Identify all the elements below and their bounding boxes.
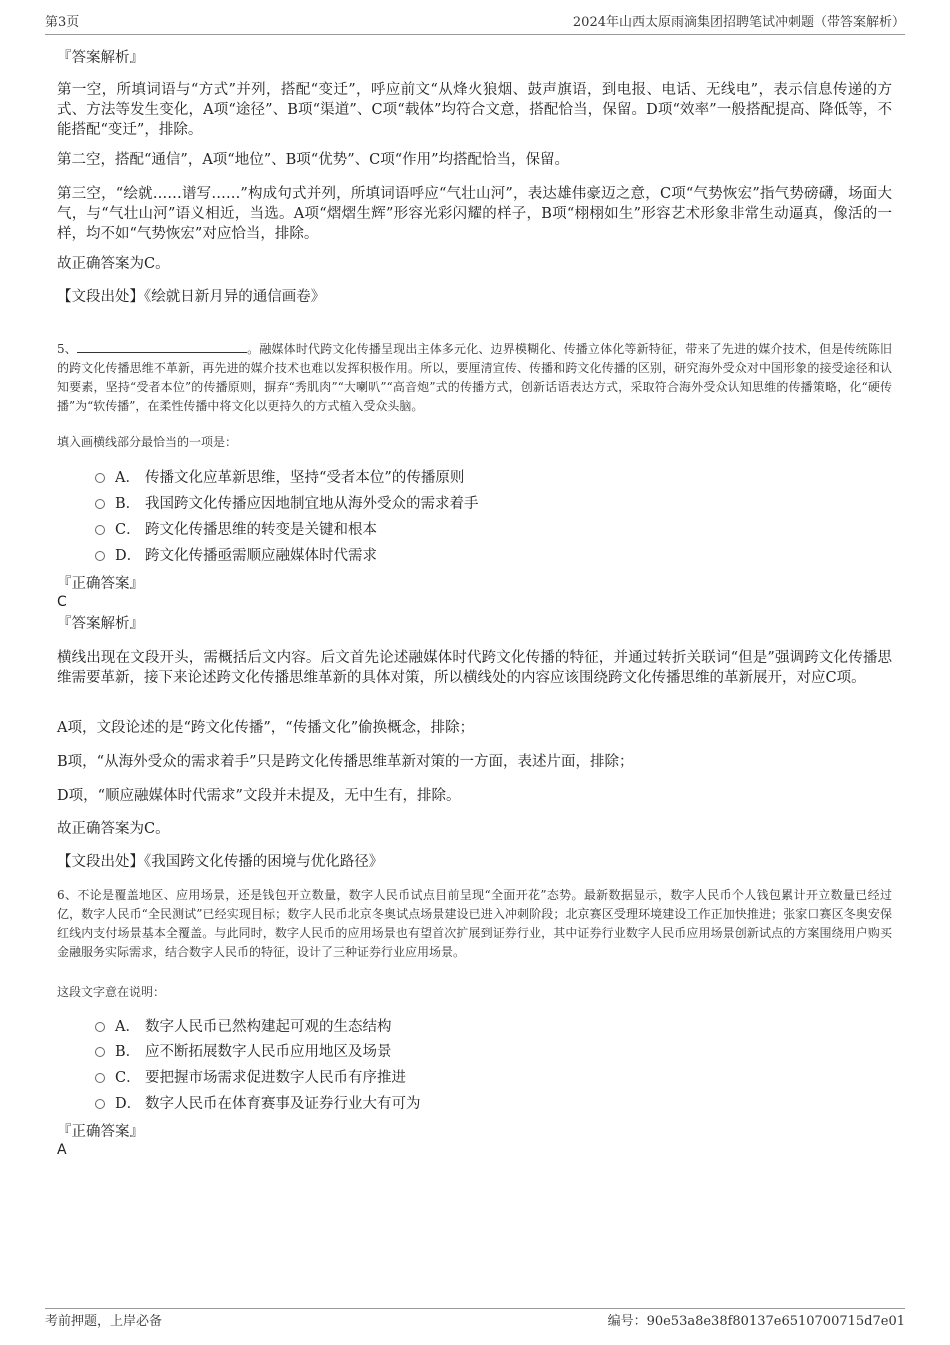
q5-option-b[interactable]: B． 我国跨文化传播应因地制宜地从海外受众的需求着手: [95, 494, 479, 514]
q5-analysis-para4: D项，“顺应融媒体时代需求”文段并未提及，无中生有，排除。: [57, 788, 461, 804]
q6-option-c[interactable]: C． 要把握市场需求促进数字人民币有序推进: [95, 1068, 406, 1088]
radio-icon[interactable]: [95, 1047, 105, 1057]
radio-icon[interactable]: [95, 473, 105, 483]
q5-answer: C: [57, 594, 67, 610]
q6-answer: A: [57, 1142, 67, 1158]
q5-answer-label: 『正确答案』: [57, 576, 144, 592]
q6-answer-label: 『正确答案』: [57, 1124, 144, 1140]
page-footer: [45, 1308, 905, 1329]
q6-option-b[interactable]: B． 应不断拓展数字人民币应用地区及场景: [95, 1042, 392, 1062]
q5-passage: 。融媒体时代跨文化传播呈现出主体多元化、边界模糊化、传播立体化等新特征，带来了先进的媒介技术，但是传统陈旧的跨文化传播思维不革新，再先进的媒介技术也难以发挥积极作用。所以，要厘清宣传、传播和跨文化传播的区别，研究海外受众对中国形象的接受途径和认知要素，坚持“受者本位”的传播原则，摒弃“秀肌肉”“大喇叭”“高音炮”式的传播方式，创新话语表达方式，采取符合海外受众认知思维的传播策略，化“硬传播”为“软传播”，在柔性传播中将文化以更持久的方式植入受众头脑。: [57, 342, 892, 413]
q5-question-text: [57, 340, 892, 416]
page-header: [45, 14, 905, 35]
q5-option-d[interactable]: D． 跨文化传播亟需顺应融媒体时代需求: [95, 546, 377, 566]
radio-icon[interactable]: [95, 551, 105, 561]
radio-icon[interactable]: [95, 499, 105, 509]
radio-icon[interactable]: [95, 525, 105, 535]
q5-analysis-para3: B项，“从海外受众的需求着手”只是跨文化传播思维革新对策的一方面，表述片面，排除；: [57, 754, 634, 770]
q6-question-text: 6、不论是覆盖地区、应用场景，还是钱包开立数量，数字人民币试点目前呈现“全面开花”态势。最新数据显示，数字人民币个人钱包累计开立数量已经过亿，数字人民币“全民测试”已经实现目标；数字人民币北京冬奥试点场景建设已进入冲刺阶段；北京赛区受理环境建设工作正加快推进；张家口赛区冬奥安保红线内支付场景基本全覆盖。与此同时，数字人民币的应用场景也有望首次扩展到证券行业，其中证券行业数字人民币应用场景创新试点的方案围绕用户购买金融服务实际需求，结合数字人民币的特征，设计了三种证券行业应用场景。: [57, 888, 892, 959]
q5-conclusion: 故正确答案为C。: [57, 821, 170, 837]
radio-icon[interactable]: [95, 1022, 105, 1032]
footer-slogan: 考前押题，上岸必备: [45, 1314, 163, 1329]
q5-prompt: 填入画横线部分最恰当的一项是：: [57, 435, 238, 449]
q5-option-a[interactable]: A． 传播文化应革新思维，坚持“受者本位”的传播原则: [95, 468, 464, 488]
q4-analysis-label: 『答案解析』: [57, 50, 144, 66]
q6-option-a[interactable]: A． 数字人民币已然构建起可观的生态结构: [95, 1017, 392, 1037]
fill-blank: [77, 340, 247, 353]
q5-source: 【文段出处】《我国跨文化传播的困境与优化路径》: [57, 854, 384, 870]
page-number: 第3页: [45, 15, 80, 30]
q5-analysis-para1: 横线出现在文段开头，需概括后文内容。后文首先论述融媒体时代跨文化传播的特征，并通过转折关联词“但是”强调跨文化传播思维需要革新，接下来论述跨文化传播思维革新的具体对策，所以横线处的内容应该围绕跨文化传播思维的革新展开，对应C项。: [57, 650, 892, 686]
q5-analysis-para2: A项，文段论述的是“跨文化传播”，“传播文化”偷换概念，排除；: [57, 720, 475, 736]
radio-icon[interactable]: [95, 1073, 105, 1083]
q6-option-d[interactable]: D． 数字人民币在体育赛事及证券行业大有可为: [95, 1094, 421, 1114]
q5-option-c[interactable]: C． 跨文化传播思维的转变是关键和根本: [95, 520, 377, 540]
q4-conclusion: 故正确答案为C。: [57, 256, 170, 272]
q5-number: 5、: [57, 342, 77, 356]
q4-analysis-para3: 第三空，“绘就……谱写……”构成句式并列，所填词语呼应“气壮山河”，表达雄伟豪迈之意，C项“气势恢宏”指气势磅礴，场面大气，与“气壮山河”语义相近，当选。A项“熠熠生辉”形容光彩闪耀的样子，B项“栩栩如生”形容艺术形象非常生动逼真，像活的一样，均不如“气势恢宏”对应恰当，排除。: [57, 186, 892, 242]
q4-analysis-para2: 第二空，搭配“通信”，A项“地位”、B项“优势”、C项“作用”均搭配恰当，保留。: [57, 152, 570, 168]
radio-icon[interactable]: [95, 1099, 105, 1109]
q4-source: 【文段出处】《绘就日新月异的通信画卷》: [57, 289, 326, 305]
q6-prompt: 这段文字意在说明：: [57, 985, 166, 999]
q4-analysis-para1: 第一空，所填词语与“方式”并列，搭配“变迁”，呼应前文“从烽火狼烟、鼓声旗语，到电报、电话、无线电”，表示信息传递的方式、方法等发生变化，A项“途径”、B项“渠道”、C项“载体”均符合文意，搭配恰当，保留。D项“效率”一般搭配提高、降低等，不能搭配“变迁”，排除。: [57, 82, 892, 138]
document-title: 2024年山西太原雨滴集团招聘笔试冲刺题（带答案解析）: [572, 15, 905, 30]
q5-analysis-label: 『答案解析』: [57, 616, 144, 632]
document-id: 编号：90e53a8e38f80137e6510700715d7e01: [607, 1314, 905, 1329]
